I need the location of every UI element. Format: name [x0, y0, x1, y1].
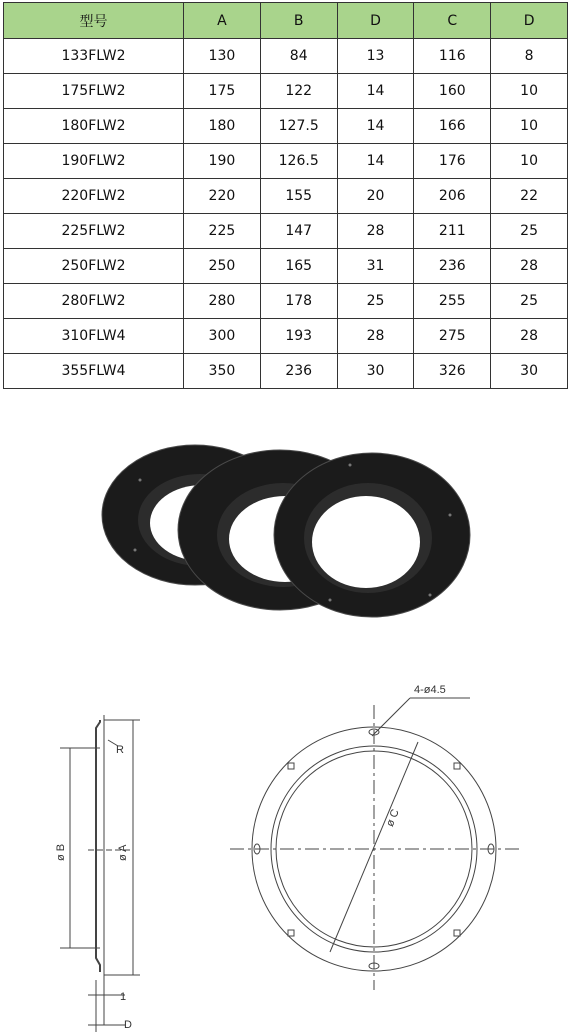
value-cell: 122 [260, 74, 337, 109]
table-row [4, 144, 568, 179]
value-cell: 25 [491, 284, 568, 319]
value-cell: 127.5 [260, 109, 337, 144]
value-cell: 326 [414, 354, 491, 389]
label-r: R [116, 744, 124, 756]
model-cell: 220FLW2 [4, 179, 184, 214]
value-cell: 255 [414, 284, 491, 319]
table-row [4, 74, 568, 109]
value-cell: 155 [260, 179, 337, 214]
model-cell: 225FLW2 [4, 214, 184, 249]
value-cell: 28 [491, 319, 568, 354]
value-cell: 116 [414, 39, 491, 74]
value-cell: 28 [337, 214, 414, 249]
header-c: C [414, 3, 491, 39]
label-c: ø C [384, 807, 402, 829]
model-cell: 355FLW4 [4, 354, 184, 389]
value-cell: 14 [337, 74, 414, 109]
value-cell: 300 [184, 319, 261, 354]
value-cell: 250 [184, 249, 261, 284]
value-cell: 20 [337, 179, 414, 214]
header-model: 型号 [4, 3, 184, 39]
value-cell: 30 [491, 354, 568, 389]
model-cell: 180FLW2 [4, 109, 184, 144]
model-cell: 250FLW2 [4, 249, 184, 284]
value-cell: 193 [260, 319, 337, 354]
value-cell: 175 [184, 74, 261, 109]
label-1: 1 [120, 991, 127, 1003]
table-header-row [4, 3, 568, 39]
value-cell: 166 [414, 109, 491, 144]
model-cell: 133FLW2 [4, 39, 184, 74]
value-cell: 211 [414, 214, 491, 249]
ring-right [274, 453, 470, 617]
value-cell: 190 [184, 144, 261, 179]
value-cell: 28 [337, 319, 414, 354]
model-cell: 175FLW2 [4, 74, 184, 109]
header-d2: D [491, 3, 568, 39]
table-row [4, 109, 568, 144]
value-cell: 30 [337, 354, 414, 389]
side-section-view [60, 715, 140, 1032]
value-cell: 176 [414, 144, 491, 179]
header-a: A [184, 3, 261, 39]
value-cell: 165 [260, 249, 337, 284]
label-b: ø B [55, 843, 67, 861]
value-cell: 275 [414, 319, 491, 354]
model-cell: 310FLW4 [4, 319, 184, 354]
table-row [4, 354, 568, 389]
value-cell: 206 [414, 179, 491, 214]
value-cell: 280 [184, 284, 261, 319]
product-photo [100, 435, 472, 625]
label-holes: 4-ø4.5 [414, 684, 446, 696]
value-cell: 31 [337, 249, 414, 284]
table-row [4, 284, 568, 319]
table-row [4, 39, 568, 74]
value-cell: 10 [491, 74, 568, 109]
value-cell: 236 [260, 354, 337, 389]
technical-drawing [0, 660, 570, 1035]
value-cell: 126.5 [260, 144, 337, 179]
value-cell: 22 [491, 179, 568, 214]
value-cell: 160 [414, 74, 491, 109]
value-cell: 225 [184, 214, 261, 249]
value-cell: 14 [337, 109, 414, 144]
value-cell: 130 [184, 39, 261, 74]
value-cell: 25 [337, 284, 414, 319]
value-cell: 28 [491, 249, 568, 284]
value-cell: 84 [260, 39, 337, 74]
value-cell: 220 [184, 179, 261, 214]
value-cell: 236 [414, 249, 491, 284]
header-d: D [337, 3, 414, 39]
value-cell: 10 [491, 109, 568, 144]
front-view [230, 698, 520, 990]
spec-table [3, 2, 568, 389]
table-row [4, 179, 568, 214]
header-b: B [260, 3, 337, 39]
value-cell: 178 [260, 284, 337, 319]
value-cell: 180 [184, 109, 261, 144]
value-cell: 13 [337, 39, 414, 74]
model-cell: 190FLW2 [4, 144, 184, 179]
value-cell: 10 [491, 144, 568, 179]
table-row [4, 214, 568, 249]
value-cell: 25 [491, 214, 568, 249]
table-body [4, 39, 568, 389]
label-a: ø A [117, 844, 129, 861]
value-cell: 8 [491, 39, 568, 74]
model-cell: 280FLW2 [4, 284, 184, 319]
value-cell: 14 [337, 144, 414, 179]
label-d: D [124, 1019, 132, 1031]
table-row [4, 319, 568, 354]
value-cell: 147 [260, 214, 337, 249]
table-row [4, 249, 568, 284]
value-cell: 350 [184, 354, 261, 389]
